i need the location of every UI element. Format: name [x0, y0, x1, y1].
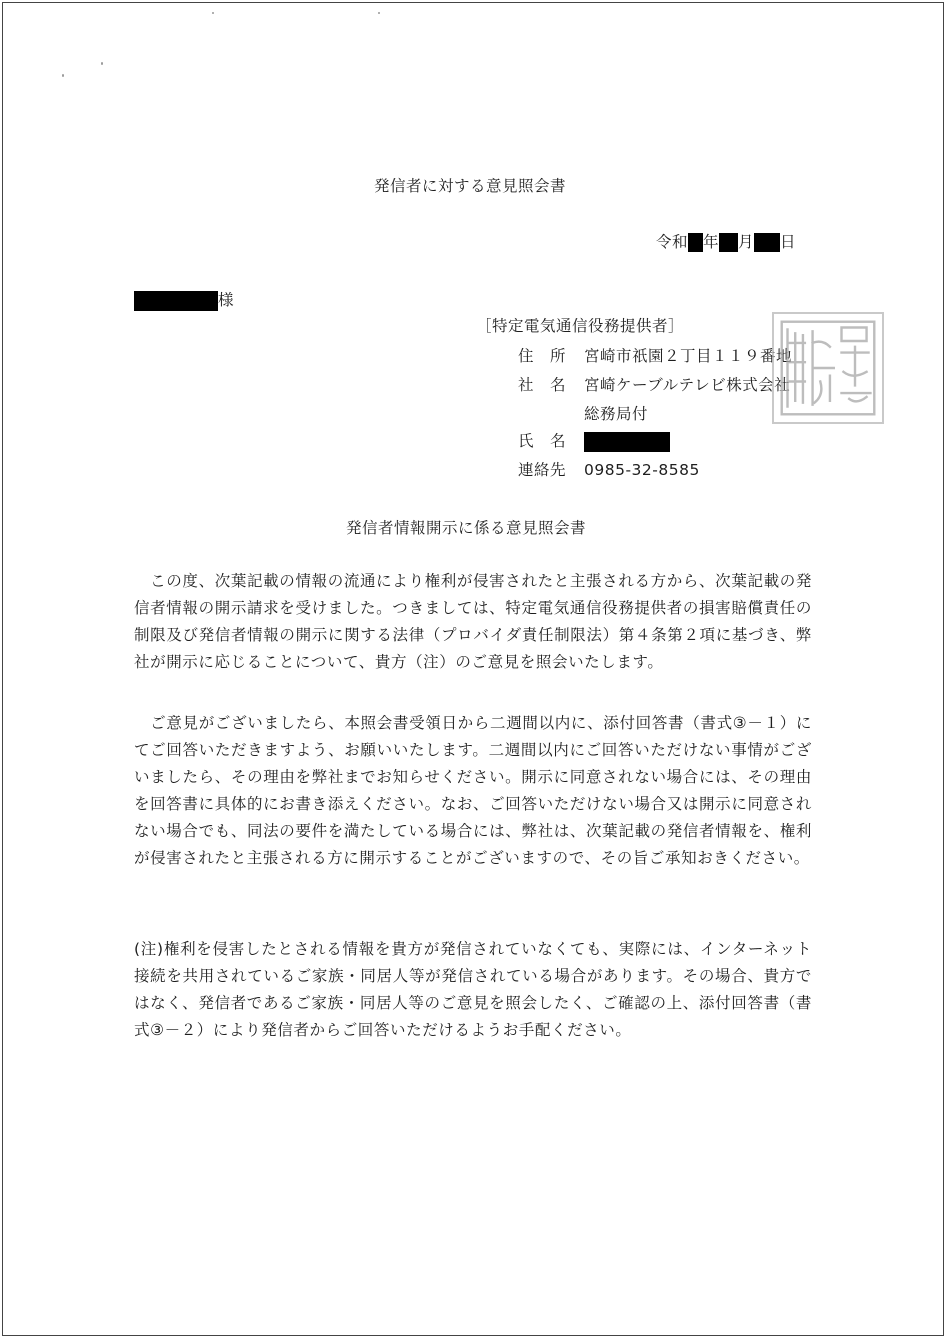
contact-value: 0985-32-8585 [584, 461, 700, 479]
contact-label: 連絡先 [518, 461, 567, 479]
company-label: 社 名 [518, 376, 567, 394]
date-year-unit: 年 [703, 233, 720, 251]
date-month-unit: 月 [738, 233, 755, 251]
company-seal-stamp [772, 312, 884, 424]
redacted-recipient-name [134, 291, 218, 311]
recipient-honorific: 様 [218, 291, 235, 309]
date-line [656, 230, 796, 252]
address-row [518, 344, 792, 366]
scan-speck [101, 62, 103, 65]
contact-row [518, 458, 700, 480]
document-title: 発信者に対する意見照会書 [374, 177, 567, 195]
provider-bracket-label: ［特定電気通信役務提供者］ [476, 317, 685, 335]
body-paragraph-1 [134, 568, 812, 676]
redacted-sender-name [584, 432, 670, 452]
note-paragraph [134, 936, 812, 1044]
company-value: 宮崎ケーブルテレビ株式会社 [584, 376, 791, 394]
recipient-line [134, 288, 234, 311]
date-day-unit: 日 [780, 233, 797, 251]
body-paragraph-2 [134, 710, 812, 872]
department: 総務局付 [584, 405, 649, 423]
redacted-day [754, 233, 780, 252]
date-era: 令和 [656, 233, 689, 251]
note-text: (注)権利を侵害したとされる情報を貴方が発信されていなくても、実際には、インターネット接続を共用されているご家族・同居人等が発信されている場合があります。その場合、貴方ではなく、発信者であるご家族・同居人等のご意見を照会したく、ご確認の上、添付回答書（書式③－２）により発信者からご回答いただけるようお手配ください。 [134, 940, 812, 1039]
name-label: 氏 名 [518, 432, 567, 450]
seal-graphic [774, 314, 882, 422]
address-value: 宮崎市祇園２丁目１１９番地 [584, 347, 793, 365]
redacted-year [688, 233, 703, 252]
section-subtitle: 発信者情報開示に係る意見照会書 [346, 519, 587, 537]
scan-speck [212, 12, 214, 14]
scan-speck [62, 74, 64, 77]
redacted-month [719, 233, 738, 252]
name-row [518, 429, 670, 452]
company-row [518, 373, 790, 395]
paragraph-1-text: この度、次葉記載の情報の流通により権利が侵害されたと主張される方から、次葉記載の発信者情報の開示請求を受けました。つきましては、特定電気通信役務提供者の損害賠償責任の制限及び発信者情報の開示に関する法律（プロバイダ責任制限法）第４条第２項に基づき、弊社が開示に応じることについて、貴方（注）のご意見を照会いたします。 [134, 572, 812, 671]
address-label: 住 所 [518, 347, 567, 365]
paragraph-2-text: ご意見がございましたら、本照会書受領日から二週間以内に、添付回答書（書式③－１）にてご回答いただきますよう、お願いいたします。二週間以内にご回答いただけない事情がございましたら、その理由を弊社までお知らせください。開示に同意されない場合には、その理由を回答書に具体的にお書き添えください。なお、ご回答いただけない場合又は開示に同意されない場合でも、同法の要件を満たしている場合には、弊社は、次葉記載の発信者情報を、権利が侵害されたと主張される方に開示することがございますので、その旨ご承知おきください。 [134, 714, 812, 867]
scan-speck [378, 12, 380, 14]
